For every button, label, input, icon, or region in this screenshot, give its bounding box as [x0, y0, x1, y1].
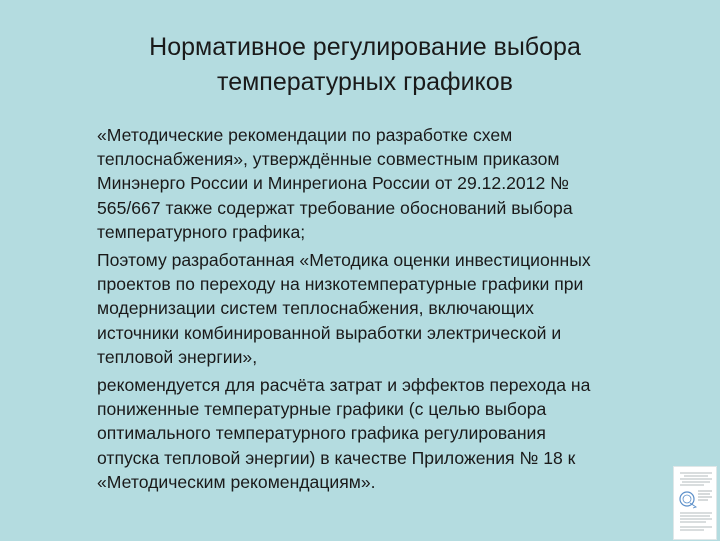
- text-line: Минэнерго России и Минрегиона России от 29.12.2012 №: [97, 173, 569, 194]
- text-line: температурного графика;: [97, 221, 306, 242]
- text-line: теплоснабжения», утверждённые совместным приказом: [97, 149, 560, 170]
- document-page-icon: [673, 466, 717, 540]
- text-line: «Методические рекомендации по разработке схем: [97, 125, 513, 145]
- title-line-2: температурных графиков: [217, 68, 513, 96]
- text-line: тепловой энергии»,: [97, 346, 258, 367]
- text-line: рекомендуется для расчёта затрат и эффектов перехода на: [97, 375, 591, 396]
- text-line: отпуска тепловой энергии) в качестве Приложения № 18 к: [97, 447, 576, 468]
- text-line: «Методическим рекомендациям».: [97, 471, 376, 492]
- text-line: источники комбинированной выработки электрической и: [97, 322, 562, 343]
- paragraph-methodology: [97, 248, 687, 369]
- slide-body: [97, 123, 687, 498]
- text-line: модернизации систем теплоснабжения, включающих: [97, 298, 534, 319]
- text-line: Поэтому разработанная «Методика оценки инвестиционных: [97, 250, 591, 271]
- paragraph-methodical-recommendations: [97, 123, 687, 244]
- text-line: 565/667 также содержат требование обоснований выбора: [97, 197, 573, 218]
- text-line: пониженные температурные графики (с целью выбора: [97, 399, 547, 420]
- title-line-1: Нормативное регулирование выбора: [149, 33, 581, 61]
- paragraph-recommendation: [97, 373, 687, 494]
- text-line: оптимального температурного графика регулирования: [97, 423, 546, 444]
- slide-title: [60, 30, 670, 100]
- text-line: проектов по переходу на низкотемпературные графики при: [97, 274, 584, 295]
